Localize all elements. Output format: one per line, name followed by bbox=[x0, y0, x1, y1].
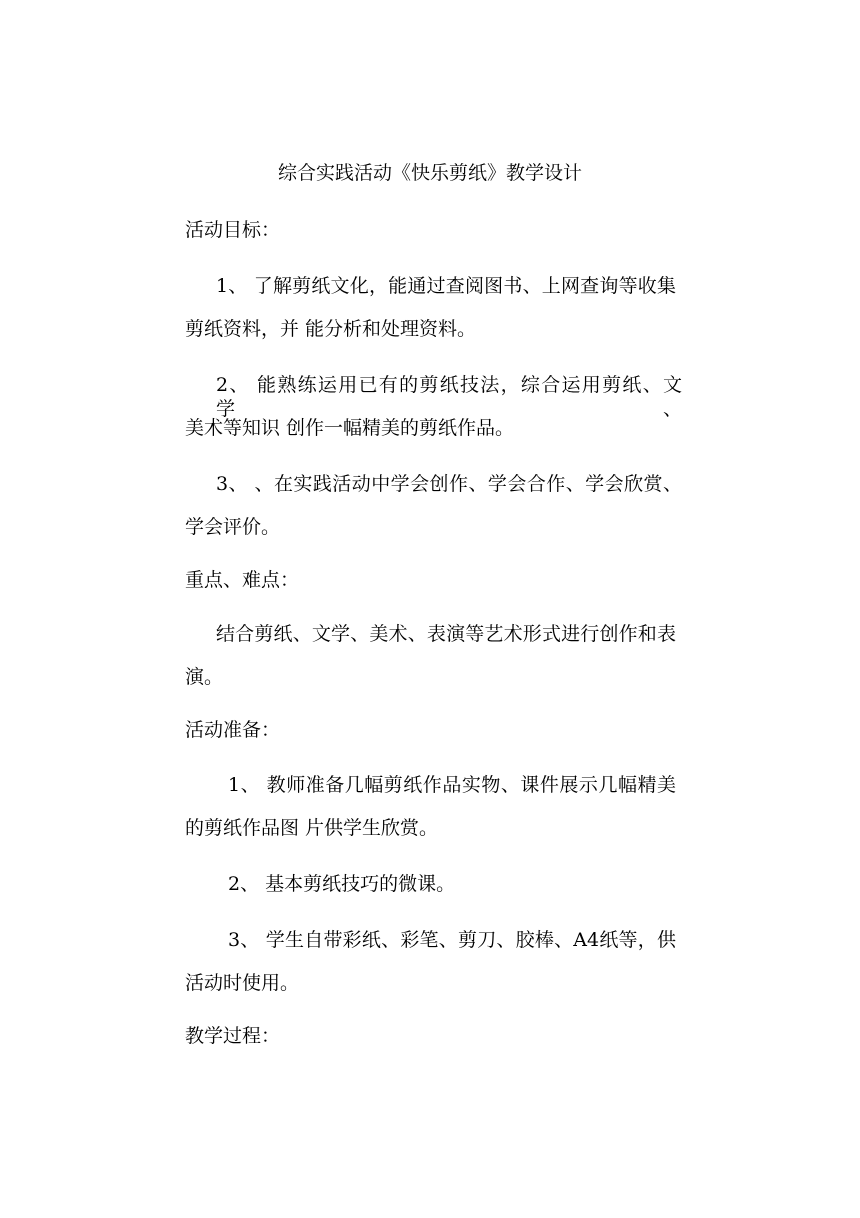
document-title: 综合实践活动《快乐剪纸》教学设计 bbox=[277, 162, 582, 184]
objective-3-line2: 学会评价。 bbox=[185, 516, 281, 538]
key-points-line1: 结合剪纸、文学、美术、表演等艺术形式进行创作和表 bbox=[216, 623, 676, 645]
objective-3-line1: 3、 、在实践活动中学会创作、学会合作、学会欣赏、 bbox=[216, 473, 682, 495]
process-heading: 教学过程： bbox=[185, 1025, 281, 1047]
key-points-heading: 重点、难点： bbox=[185, 569, 300, 591]
prep-1-line2: 的剪纸作品图 片供学生欣赏。 bbox=[185, 817, 439, 839]
objective-1-line2: 剪纸资料，并 能分析和处理资料。 bbox=[185, 318, 477, 340]
objective-2-line1: 2、 能熟练运用已有的剪纸技法，综合运用剪纸、文学、 bbox=[216, 374, 682, 420]
prep-2-line1: 2、 基本剪纸技巧的微课。 bbox=[228, 873, 456, 895]
key-points-line2: 演。 bbox=[185, 666, 224, 688]
preparation-heading: 活动准备： bbox=[185, 719, 281, 741]
prep-3-line1: 3、 学生自带彩纸、彩笔、剪刀、胶棒、A4纸等，供 bbox=[228, 929, 676, 951]
objectives-heading: 活动目标： bbox=[185, 219, 281, 241]
objective-1-line1: 1、 了解剪纸文化，能通过查阅图书、上网查询等收集 bbox=[216, 275, 676, 297]
objective-2-line2: 美术等知识 创作一幅精美的剪纸作品。 bbox=[185, 417, 515, 439]
prep-3-line2: 活动时使用。 bbox=[185, 972, 300, 994]
prep-1-line1: 1、 教师准备几幅剪纸作品实物、课件展示几幅精美 bbox=[228, 774, 676, 796]
